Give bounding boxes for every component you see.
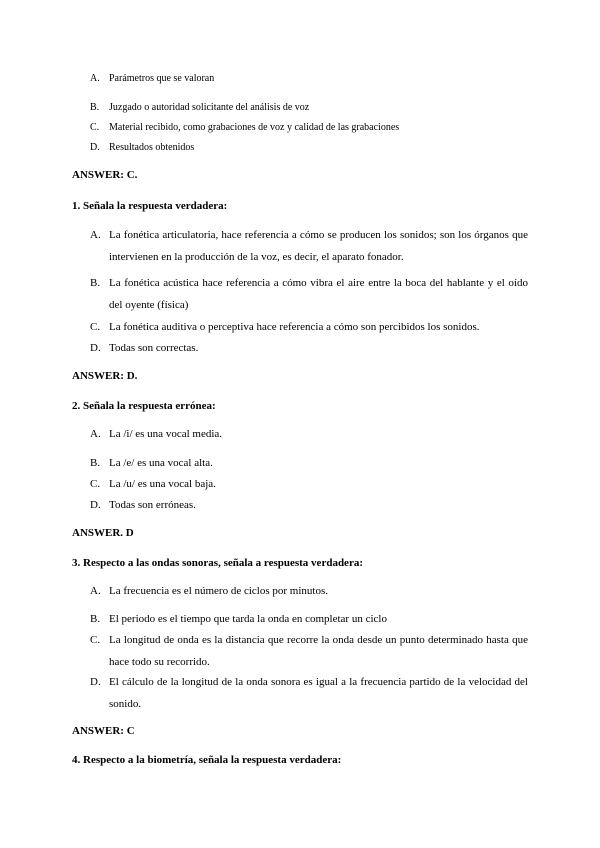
option-letter: A.	[90, 428, 101, 440]
option-text: El cálculo de la longitud de la onda sonora es igual a la frecuencia partido de la velocidad del sonido.	[109, 676, 528, 710]
option-letter: C.	[90, 321, 101, 333]
q2-option-b	[90, 452, 528, 474]
intro-option-a	[90, 68, 528, 90]
q1-option-b	[90, 272, 528, 316]
question-2: 2. Señala la respuesta errónea:	[72, 400, 216, 412]
answer-2: ANSWER. D	[72, 527, 134, 539]
question-4: 4. Respecto a la biometría, señala la respuesta verdadera:	[72, 754, 342, 766]
option-text: Todas son erróneas.	[109, 499, 196, 511]
option-letter: D.	[90, 142, 100, 153]
option-letter: A.	[90, 229, 101, 241]
option-letter: C.	[90, 478, 101, 490]
option-letter: B.	[90, 457, 101, 469]
option-letter: B.	[90, 102, 100, 113]
answer-intro: ANSWER: C.	[72, 169, 138, 181]
q3-option-d	[90, 671, 528, 715]
q3-option-c	[90, 629, 528, 673]
option-letter: D.	[90, 676, 101, 688]
option-text: La fonética acústica hace referencia a cómo vibra el aire entre la boca del hablante y el oído del oyente (física)	[109, 277, 528, 311]
option-letter: C.	[90, 634, 101, 646]
option-text: La /u/ es una vocal baja.	[109, 478, 216, 490]
option-text: La /e/ es una vocal alta.	[109, 457, 213, 469]
option-text: Material recibido, como grabaciones de voz y calidad de las grabaciones	[109, 122, 400, 133]
q2-option-a	[90, 423, 528, 445]
q2-option-c	[90, 473, 528, 495]
option-letter: A.	[90, 585, 101, 597]
q3-option-a	[90, 580, 528, 602]
question-3: 3. Respecto a las ondas sonoras, señala a respuesta verdadera:	[72, 557, 363, 569]
q1-option-a	[90, 224, 528, 268]
q1-option-d	[90, 337, 528, 359]
option-text: Juzgado o autoridad solicitante del análisis de voz	[109, 102, 310, 113]
q1-option-c	[90, 316, 528, 338]
option-letter: D.	[90, 499, 101, 511]
intro-option-d	[90, 137, 528, 159]
option-text: Resultados obtenidos	[109, 142, 195, 153]
q3-option-b	[90, 608, 528, 630]
option-text: El periodo es el tiempo que tarda la onda en completar un ciclo	[109, 613, 387, 625]
option-text: La longitud de onda es la distancia que recorre la onda desde un punto determinado hasta que hace todo su recorrido.	[109, 634, 528, 668]
option-text: Todas son correctas.	[109, 342, 199, 354]
option-text: Parámetros que se valoran	[109, 73, 215, 84]
option-text: La /i/ es una vocal media.	[109, 428, 223, 440]
answer-3: ANSWER: C	[72, 725, 135, 737]
option-letter: A.	[90, 73, 100, 84]
option-letter: C.	[90, 122, 100, 133]
intro-option-b	[90, 97, 528, 119]
answer-1: ANSWER: D.	[72, 370, 138, 382]
q2-option-d	[90, 494, 528, 516]
option-text: La fonética articulatoria, hace referencia a cómo se producen los sonidos; son los órganos que intervienen en la producción de la voz, es decir, el aparato fonador.	[109, 229, 528, 263]
option-letter: B.	[90, 277, 101, 289]
option-letter: B.	[90, 613, 101, 625]
question-1: 1. Señala la respuesta verdadera:	[72, 200, 228, 212]
intro-option-c	[90, 117, 528, 139]
option-text: La fonética auditiva o perceptiva hace referencia a cómo son percibidos los sonidos.	[109, 321, 480, 333]
option-letter: D.	[90, 342, 101, 354]
option-text: La frecuencia es el número de ciclos por minutos.	[109, 585, 329, 597]
